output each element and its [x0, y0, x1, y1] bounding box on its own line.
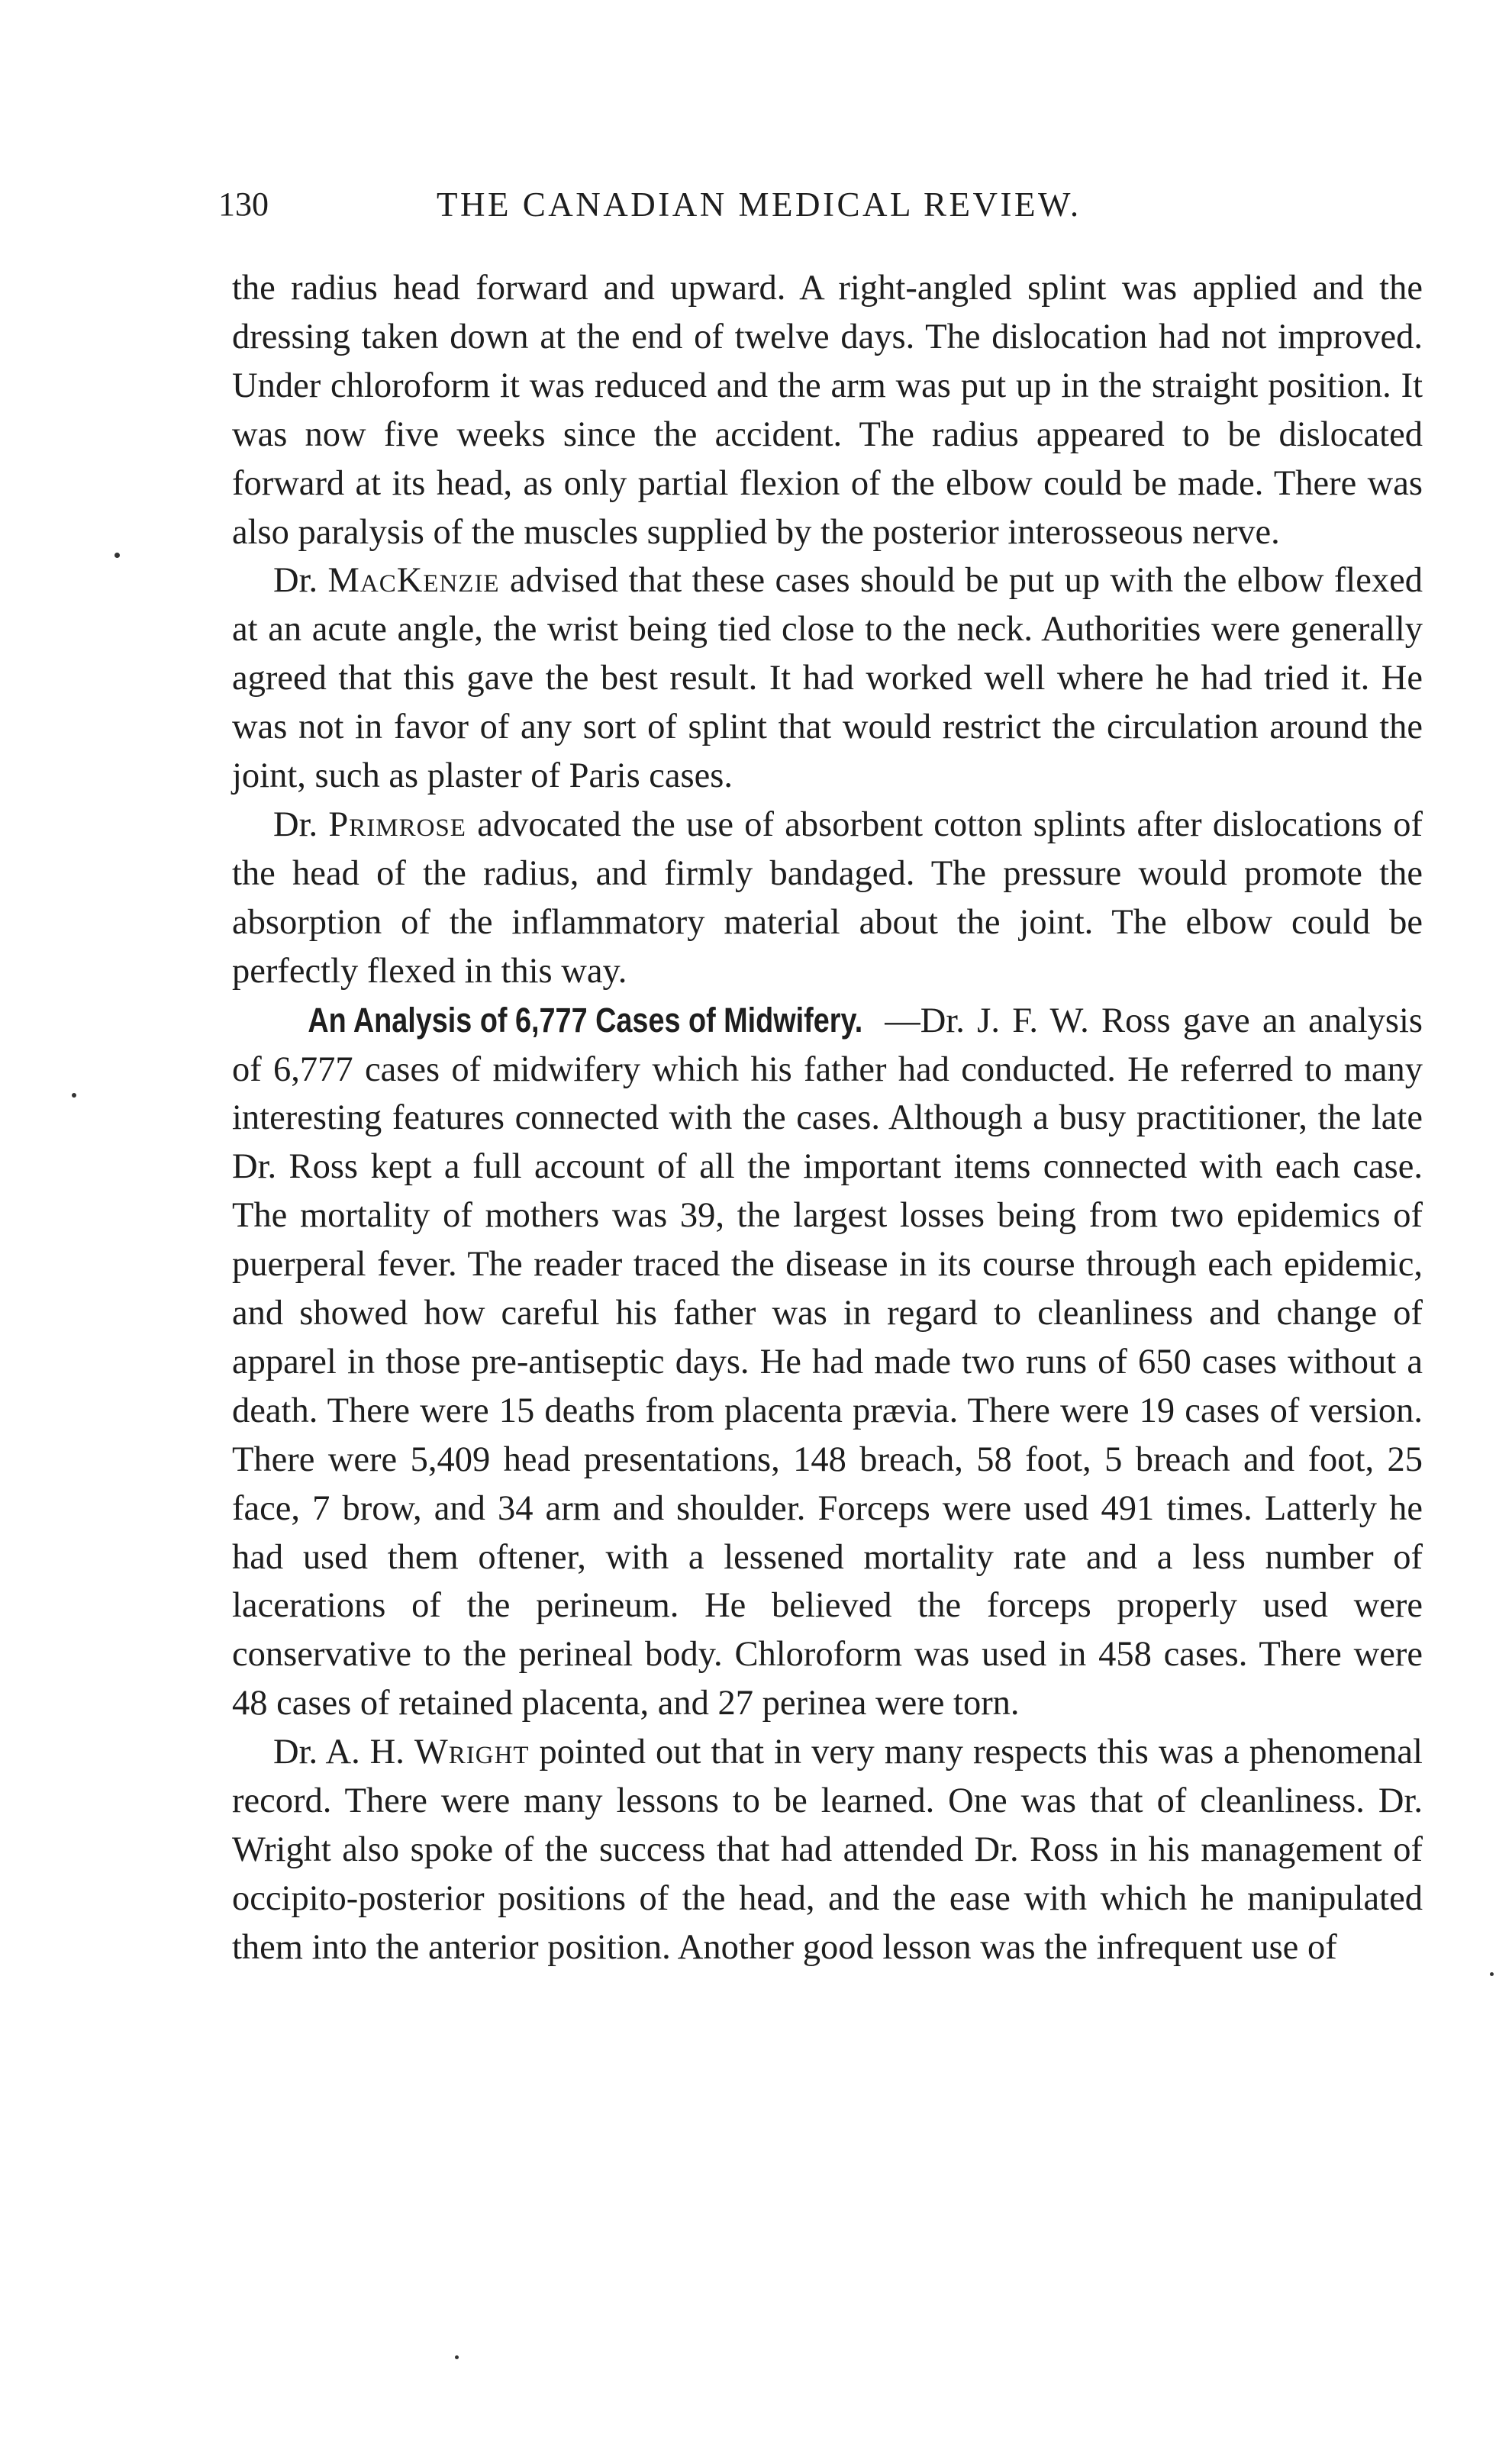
paragraph-primrose-remarks — [232, 801, 1423, 996]
scan-speck — [455, 2355, 459, 2359]
speaker-prefix: Dr. A. H. — [273, 1733, 414, 1772]
article-body — [232, 264, 1423, 1972]
paragraph-text: pointed out that in very many respects this was a phenomenal record. There were many lessons to be learned. One was that of cleanliness. Dr. Wright also spoke of the success that had attended Dr. Ross in his management of occipito-posterior positions of the head, and the ease with which he manipulated them into the anterior position. Another good lesson was the infrequent use of — [232, 1733, 1423, 1967]
paragraph-text: advocated the use of absorbent cotton splints after dislocations of the head of the radius, and firmly bandaged. The pressure would promote the absorption of the inflammatory material about the joint. The elbow could be perfectly flexed in this way. — [232, 804, 1423, 991]
paragraph-text: advised that these cases should be put up with the elbow flexed at an acute angle, the wrist being tied close to the neck. Authorities were generally agreed that this gave the best result. It had worked well where he had tried it. He was not in favor of any sort of splint that would restrict the circulation around the joint, such as plaster of Paris cases. — [232, 561, 1423, 796]
page-number: 130 — [218, 185, 269, 223]
paragraph-wright-remarks — [232, 1728, 1423, 1972]
scan-speck — [1490, 1972, 1494, 1976]
paragraph-dislocation-case — [232, 264, 1423, 556]
section-heading: An Analysis of 6,777 Cases of Midwifery. — [308, 1000, 863, 1040]
paragraph-text: the radius head forward and upward. A right-angled splint was applied and the dressing taken down at the end of twelve days. The dislocation had not improved. Under chloroform it was reduced and the arm was put up in the straight position. It was now five weeks since the accident. The radius appeared to be dislocated forward at its head, as only partial flexion of the elbow could be made. There was also paralysis of the muscles supplied by the posterior interosseous nerve. — [232, 269, 1423, 552]
paragraph-mackenzie-remarks — [232, 556, 1423, 801]
speaker-prefix: Dr. — [273, 804, 329, 844]
running-head — [218, 182, 1439, 227]
speaker-name: Wright — [414, 1733, 530, 1772]
scan-speck — [114, 553, 120, 558]
speaker-name: Primrose — [328, 804, 466, 844]
scan-speck — [72, 1093, 76, 1098]
speaker-prefix: Dr. — [273, 561, 328, 601]
paragraph-midwifery-analysis — [232, 996, 1423, 1729]
journal-title: THE CANADIAN MEDICAL REVIEW. — [437, 185, 1082, 224]
paragraph-text: —Dr. J. F. W. Ross gave an analysis of 6,777 cases of midwifery which his father had conducted. He referred to many interesting features connected with the cases. Although a busy practitioner, the late Dr. Ross kept a full account of all the important items connected with each case. The mortality of mothers was 39, the largest losses being from two epidemics of puerperal fever. The reader traced the disease in its course through each epidemic, and showed how careful his father was in regard to cleanliness and change of apparel in those pre-antiseptic days. He had made two runs of 650 cases without a death. There were 15 deaths from placenta prævia. There were 19 cases of version. There were 5,409 head presentations, 148 breach, 58 foot, 5 breach and foot, 25 face, 7 brow, and 34 arm and shoulder. Forceps were used 491 times. Latterly he had used them oftener, with a lessened mortality rate and a less number of lacerations of the perineum. He believed the forceps properly used were conservative to the perineal body. Chloroform was used in 458 cases. There were 48 cases of retained placenta, and 27 perinea were torn. — [232, 1001, 1423, 1723]
speaker-name: MacKenzie — [327, 561, 500, 601]
